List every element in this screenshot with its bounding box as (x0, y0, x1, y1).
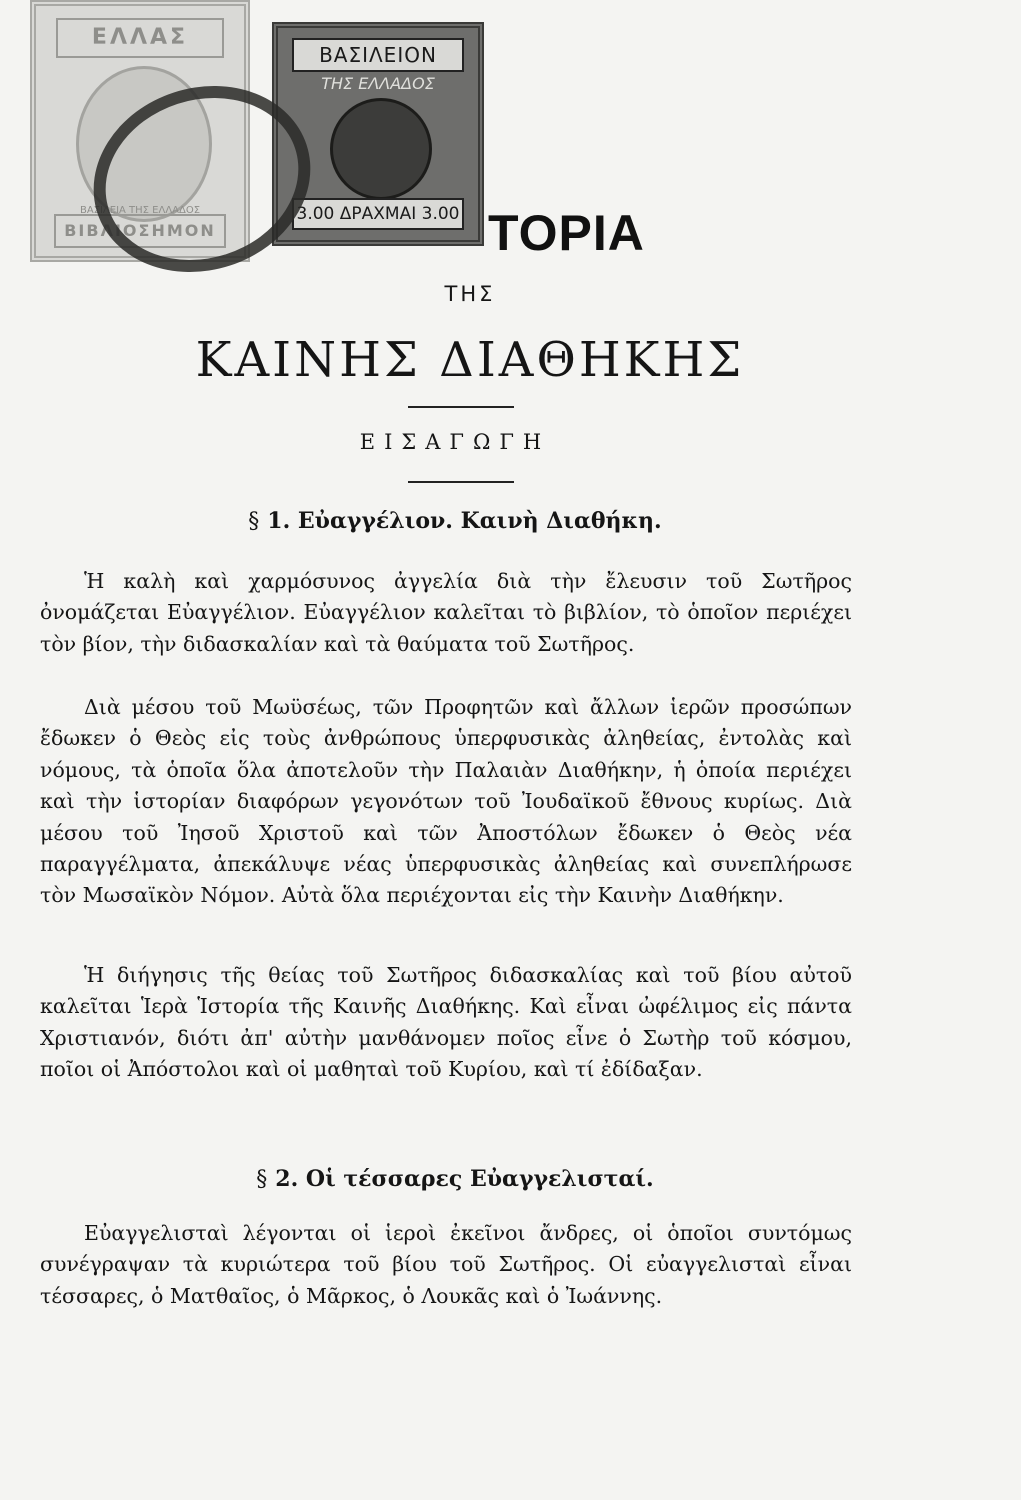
section-2-heading (0, 1166, 910, 1192)
section-2-title: 2. Οἱ τέσσαρες Εὐαγγελισταί. (275, 1166, 654, 1192)
stamp-vasileion-top: ΒΑΣΙΛΕΙΟΝ (292, 38, 464, 72)
divider-bottom (408, 481, 514, 483)
section-symbol: § (256, 1167, 268, 1192)
paragraph: Εὐαγγελισταὶ λέγονται οἱ ἱεροὶ ἐκεῖνοι ἄνδρες, οἱ ὁποῖοι συντόμως συνέγραψαν τὰ κυριώτερα τοῦ βίου τοῦ Σωτῆρος. Οἱ εὐαγγελισταὶ εἶναι τέσσαρες, ὁ Ματθαῖος, ὁ Μᾶρκος, ὁ Λουκᾶς καὶ ὁ Ἰωάννης. (40, 1221, 852, 1308)
stamp-vasileion-value: 3.00 ΔΡΑΧΜΑΙ 3.00 (292, 198, 464, 230)
revenue-stamp-vasileion (272, 22, 484, 246)
stamp-hellas-bottom: ΒΙΒΛΙΟΣΗΜΟΝ (54, 214, 226, 248)
divider-top (408, 406, 514, 408)
page-title: ΚΑΙΝΗΣ ΔΙΑΘΗΚΗΣ (195, 332, 745, 388)
stamp-emblem-icon (330, 98, 432, 200)
section-1-heading (0, 508, 910, 534)
stamp-hellas-sub: ΒΑΣΙΛΕΙΑ ΤΗΣ ΕΛΛΑΔΟΣ (79, 205, 201, 216)
paragraph: Διὰ μέσου τοῦ Μωϋσέως, τῶν Προφητῶν καὶ ἄλλων ἱερῶν προσώπων ἔδωκεν ὁ Θεὸς εἰς τοὺς ἀνθρώπους ὑπερφυσικὰς ἀληθείας, ἐντολὰς καὶ νόμους, τὰ ὁποῖα ὅλα ἀποτελοῦν τὴν Παλαιὰν Διαθήκην, ἡ ὁποία περιέχει καὶ τὴν ἱστορίαν διαφόρων γεγονότων τοῦ Ἰουδαϊκοῦ ἔθνους κυρίως. Διὰ μέσου τοῦ Ἰησοῦ Χριστοῦ καὶ τῶν Ἀποστόλων ἔδωκεν ὁ Θεὸς νέα παραγγέλματα, ἀπεκάλυψε νέας ὑπερφυσικὰς ἀληθείας καὶ συνεπλήρωσε τὸν Μωσαϊκὸν Νόμον. Αὐτὰ ὅλα περιέχονται εἰς τὴν Καινὴν Διαθήκην. (40, 695, 852, 908)
stamp-vasileion-mid: ΤΗΣ ΕΛΛΑΔΟΣ (321, 74, 435, 93)
title-article: ΤΗΣ (444, 282, 496, 306)
title-fragment: ΤΟΡΙΑ (488, 205, 645, 261)
section-1-title: 1. Εὐαγγέλιον. Καινὴ Διαθήκη. (267, 508, 662, 534)
paragraph: Ἡ διήγησις τῆς θείας τοῦ Σωτῆρος διδασκαλίας καὶ τοῦ βίου αὐτοῦ καλεῖται Ἱερὰ Ἱστορία τῆς Καινῆς Διαθήκης. Καὶ εἶναι ὠφέλιμος εἰς πάντα Χριστιανόν, διότι ἀπ' αὐτὴν μανθάνομεν ποῖος εἶνε ὁ Σωτὴρ τοῦ κόσμου, ποῖοι οἱ Ἀπόστολοι καὶ οἱ μαθηταὶ τοῦ Κυρίου, καὶ τί ἐδίδαξαν. (40, 963, 852, 1082)
stamp-hellas-top: ΕΛΛΑΣ (56, 18, 224, 58)
paragraph: Ἡ καλὴ καὶ χαρμόσυνος ἀγγελία διὰ τὴν ἔλευσιν τοῦ Σωτῆρος ὀνομάζεται Εὐαγγέλιον. Εὐαγγέλιον καλεῖται τὸ βιβλίον, τὸ ὁποῖον περιέχει τὸν βίον, τὴν διδασκαλίαν καὶ τὰ θαύματα τοῦ Σωτῆρος. (40, 569, 852, 656)
section-symbol: § (248, 509, 260, 534)
intro-heading: ΕΙΣΑΓΩΓΗ (359, 430, 551, 454)
